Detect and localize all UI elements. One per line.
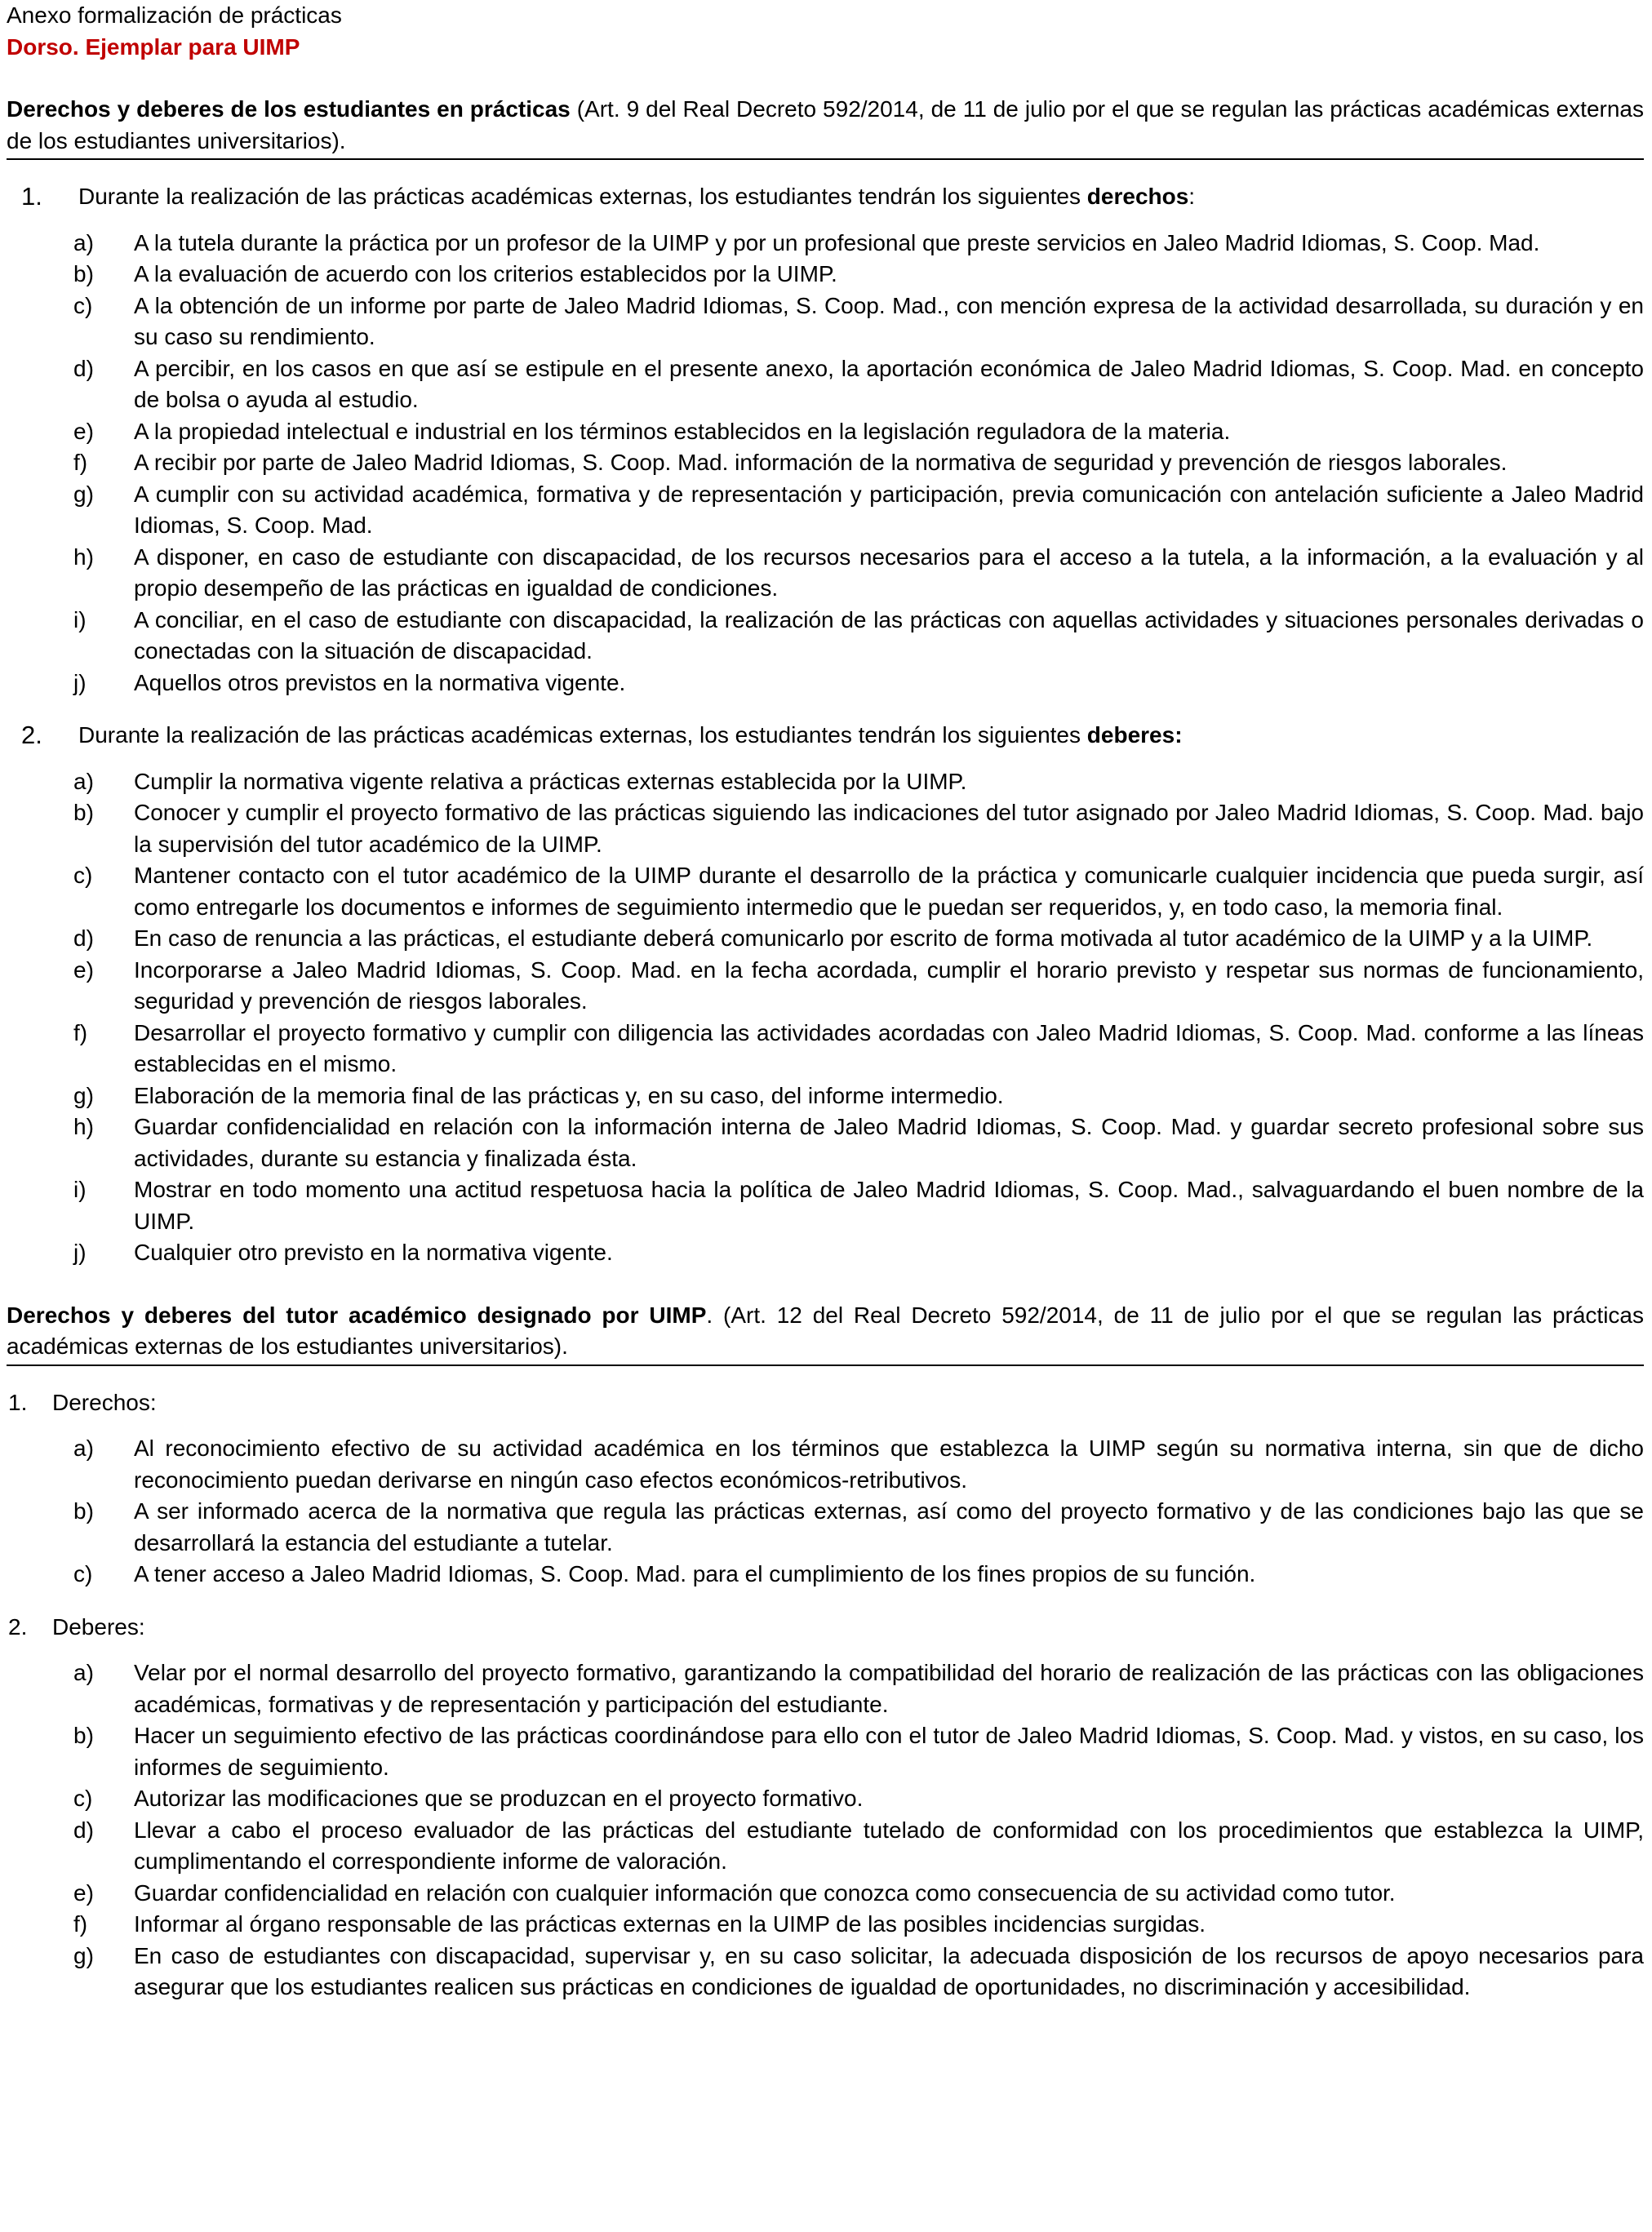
item-letter: g) — [73, 1942, 94, 1968]
list-item — [15, 766, 1644, 798]
tutor-section-title-rest: . (Art. 12 del Real Decreto 592/2014, de 11 de julio por el que se regulan las prácticas académicas externas de los estudiantes universitarios). — [7, 1302, 1644, 1359]
students-duties-number: 2. — [21, 721, 42, 749]
students-section — [7, 94, 1644, 1269]
item-letter: c) — [73, 292, 93, 318]
item-letter: j) — [73, 1240, 87, 1265]
students-rights-heading — [7, 181, 1644, 213]
item-letter: b) — [73, 261, 94, 286]
list-item — [15, 353, 1644, 416]
item-letter: g) — [73, 1082, 94, 1108]
list-item — [15, 228, 1644, 260]
item-letter: a) — [73, 768, 94, 794]
tutor-duties-heading — [7, 1612, 1644, 1644]
list-item — [15, 1720, 1644, 1783]
list-item — [15, 416, 1644, 448]
item-letter: b) — [73, 800, 94, 825]
item-letter: i) — [73, 606, 87, 632]
item-text: A la propiedad intelectual e industrial en los términos establecidos en la legislación reguladora de la materia. — [134, 418, 1231, 444]
students-duties-intro-bold: deberes: — [1086, 722, 1183, 748]
item-text: Llevar a cabo el proceso evaluador de las prácticas del estudiante tutelado de conformidad con los procedimientos que establezca la UIMP, cumplimentando el correspondiente informe de valoración. — [134, 1817, 1644, 1874]
item-letter: f) — [73, 1019, 88, 1045]
students-rights-number: 1. — [21, 182, 42, 211]
tutor-section — [7, 1300, 1644, 2003]
students-duties-list — [7, 766, 1644, 1269]
item-text: A recibir por parte de Jaleo Madrid Idiomas, S. Coop. Mad. información de la normativa de seguridad y prevención de riesgos laborales. — [134, 450, 1508, 475]
item-text: A tener acceso a Jaleo Madrid Idiomas, S. Coop. Mad. para el cumplimiento de los fines propios de su función. — [134, 1561, 1256, 1586]
item-letter: b) — [73, 1498, 94, 1524]
list-item — [15, 860, 1644, 923]
list-item — [15, 1237, 1644, 1269]
item-text: Incorporarse a Jaleo Madrid Idiomas, S. Coop. Mad. en la fecha acordada, cumplir el horario previsto y respetar sus normas de funcionamiento, seguridad y prevención de riesgos laborales. — [134, 956, 1644, 1014]
item-letter: a) — [73, 1435, 94, 1461]
list-item — [15, 1433, 1644, 1496]
list-item — [15, 797, 1644, 860]
tutor-rights-heading — [7, 1387, 1644, 1419]
item-text: A la tutela durante la práctica por un profesor de la UIMP y por un profesional que preste servicios en Jaleo Madrid Idiomas, S. Coop. Mad. — [134, 229, 1540, 255]
item-text: Velar por el normal desarrollo del proyecto formativo, garantizando la compatibilidad del horario de realización de las prácticas con las obligaciones académicas, formativas y de representación y participación del estudiante. — [134, 1660, 1644, 1717]
students-section-title-rest: (Art. 9 del Real Decreto 592/2014, de 11 de julio por el que se regulan las prácticas académicas externas de los estudiantes universitarios). — [7, 96, 1645, 153]
list-item — [15, 1783, 1644, 1815]
list-item — [15, 1941, 1644, 2003]
students-rights-intro: Durante la realización de las prácticas académicas externas, los estudiantes tendrán los siguientes — [78, 184, 1087, 209]
students-section-title-bold: Derechos y deberes de los estudiantes en prácticas — [7, 96, 571, 122]
list-item — [15, 479, 1644, 542]
tutor-duties-label: Deberes: — [52, 1613, 145, 1640]
item-text: Conocer y cumplir el proyecto formativo de las prácticas siguiendo las indicaciones del tutor asignado por Jaleo Madrid Idiomas, S. Coop. Mad. bajo la supervisión del tutor académico de la UIMP. — [134, 800, 1644, 857]
students-rights-intro-end: : — [1188, 184, 1196, 209]
item-letter: d) — [73, 355, 94, 381]
item-text: Al reconocimiento efectivo de su actividad académica en los términos que establezca la UIMP según su normativa interna, sin que de dicho reconocimiento puedan derivarse en ningún caso efectos económicos-retributivos. — [134, 1435, 1644, 1493]
tutor-rights-number: 1. — [8, 1389, 28, 1415]
list-item — [15, 1815, 1644, 1878]
item-text: Cualquier otro previsto en la normativa vigente. — [134, 1240, 613, 1265]
students-rights-list — [7, 228, 1644, 699]
item-letter: f) — [73, 450, 88, 475]
item-letter: f) — [73, 1911, 88, 1937]
tutor-duties-number: 2. — [8, 1613, 28, 1640]
tutor-rights-label: Derechos: — [52, 1389, 157, 1415]
item-text: Informar al órgano responsable de las prácticas externas en la UIMP de las posibles incidencias surgidas. — [134, 1911, 1206, 1937]
students-rights-intro-bold: derechos — [1086, 184, 1189, 209]
list-item — [15, 447, 1644, 479]
list-item — [15, 542, 1644, 605]
item-letter: d) — [73, 925, 94, 951]
list-item — [15, 923, 1644, 955]
list-item — [15, 1018, 1644, 1081]
document-header-title: Anexo formalización de prácticas — [7, 2, 342, 28]
students-section-title — [7, 94, 1644, 157]
item-letter: e) — [73, 418, 94, 444]
item-text: Mantener contacto con el tutor académico de la UIMP durante el desarrollo de la práctica y comunicarle cualquier incidencia que pueda surgir, así como entregarle los documentos e informes de seguimiento intermedio que le puedan ser requeridos, y, en todo caso, la memoria final. — [134, 863, 1644, 920]
item-letter: j) — [73, 669, 87, 695]
list-item — [15, 1081, 1644, 1112]
list-item — [15, 1878, 1644, 1910]
list-item — [15, 1112, 1644, 1174]
item-letter: c) — [73, 1561, 93, 1586]
item-text: Autorizar las modificaciones que se produzcan en el proyecto formativo. — [134, 1786, 864, 1811]
tutor-section-title — [7, 1300, 1644, 1363]
item-text: A cumplir con su actividad académica, formativa y de representación y participación, previa comunicación con antelación suficiente a Jaleo Madrid Idiomas, S. Coop. Mad. — [134, 481, 1644, 538]
item-letter: e) — [73, 1879, 94, 1906]
list-item — [15, 1657, 1644, 1720]
item-letter: i) — [73, 1177, 87, 1202]
item-text: A conciliar, en el caso de estudiante con discapacidad, la realización de las prácticas con aquellas actividades y situaciones personales derivadas o conectadas con la situación de discapacidad. — [134, 606, 1644, 663]
item-text: En caso de renuncia a las prácticas, el estudiante deberá comunicarlo por escrito de forma motivada al tutor académico de la UIMP y a la UIMP. — [134, 925, 1593, 951]
item-letter: g) — [73, 481, 94, 507]
tutor-section-title-bold: Derechos y deberes del tutor académico designado por UIMP — [7, 1302, 707, 1328]
list-item — [15, 1496, 1644, 1559]
tutor-rights-list — [7, 1433, 1644, 1591]
item-text: A la evaluación de acuerdo con los criterios establecidos por la UIMP. — [134, 261, 837, 286]
item-text: A percibir, en los casos en que así se estipule en el presente anexo, la aportación económica de Jaleo Madrid Idiomas, S. Coop. Mad. en concepto de bolsa o ayuda al estudio. — [134, 355, 1644, 412]
item-letter: a) — [73, 1660, 94, 1685]
list-item — [15, 605, 1644, 668]
item-letter: e) — [73, 956, 94, 983]
item-letter: d) — [73, 1817, 94, 1843]
item-letter: h) — [73, 544, 94, 570]
item-text: En caso de estudiantes con discapacidad, supervisar y, en su caso solicitar, la adecuada disposición de los recursos de apoyo necesarios para asegurar que los estudiantes realicen sus prácticas en condiciones de igualdad de oportunidades, no discriminación y accesibilidad. — [134, 1942, 1644, 1999]
item-letter: a) — [73, 229, 94, 255]
document-header-copy-label: Dorso. Ejemplar para UIMP — [7, 33, 300, 60]
item-text: Mostrar en todo momento una actitud respetuosa hacia la política de Jaleo Madrid Idiomas, S. Coop. Mad., salvaguardando el buen nombre de la UIMP. — [134, 1177, 1644, 1234]
item-text: Cumplir la normativa vigente relativa a prácticas externas establecida por la UIMP. — [134, 768, 967, 794]
item-letter: c) — [73, 1786, 93, 1811]
item-letter: b) — [73, 1723, 94, 1748]
list-item — [15, 291, 1644, 353]
tutor-duties-list — [7, 1657, 1644, 2003]
item-text: A la obtención de un informe por parte de Jaleo Madrid Idiomas, S. Coop. Mad., con mención expresa de la actividad desarrollada, su duración y en su caso su rendimiento. — [134, 292, 1644, 349]
item-letter: c) — [73, 863, 93, 888]
item-text: Elaboración de la memoria final de las prácticas y, en su caso, del informe intermedio. — [134, 1082, 1004, 1108]
list-item — [15, 1909, 1644, 1941]
students-duties-heading — [7, 720, 1644, 752]
list-item — [15, 955, 1644, 1018]
students-duties-intro: Durante la realización de las prácticas académicas externas, los estudiantes tendrán los siguientes — [78, 722, 1087, 748]
list-item — [15, 1559, 1644, 1591]
item-text: Guardar confidencialidad en relación con cualquier información que conozca como consecuencia de su actividad como tutor. — [134, 1879, 1396, 1906]
item-text: Desarrollar el proyecto formativo y cumplir con diligencia las actividades acordadas con Jaleo Madrid Idiomas, S. Coop. Mad. conforme a las líneas establecidas en el mismo. — [134, 1019, 1644, 1076]
item-text: A disponer, en caso de estudiante con discapacidad, de los recursos necesarios para el acceso a la tutela, a la información, a la evaluación y al propio desempeño de las prácticas en igualdad de condiciones. — [134, 544, 1644, 601]
item-letter: h) — [73, 1114, 94, 1139]
list-item — [15, 668, 1644, 699]
item-text: A ser informado acerca de la normativa que regula las prácticas externas, así como del proyecto formativo y de las condiciones bajo las que se desarrollará la estancia del estudiante a tutelar. — [134, 1498, 1644, 1555]
item-text: Hacer un seguimiento efectivo de las prácticas coordinándose para ello con el tutor de Jaleo Madrid Idiomas, S. Coop. Mad. y vistos, en su caso, los informes de seguimiento. — [134, 1723, 1644, 1780]
item-text: Guardar confidencialidad en relación con la información interna de Jaleo Madrid Idiomas, S. Coop. Mad. y guardar secreto profesional sobre sus actividades, durante su estancia y finalizada ésta. — [134, 1114, 1644, 1171]
list-item — [15, 1174, 1644, 1237]
list-item — [15, 259, 1644, 291]
item-text: Aquellos otros previstos en la normativa vigente. — [134, 669, 626, 695]
